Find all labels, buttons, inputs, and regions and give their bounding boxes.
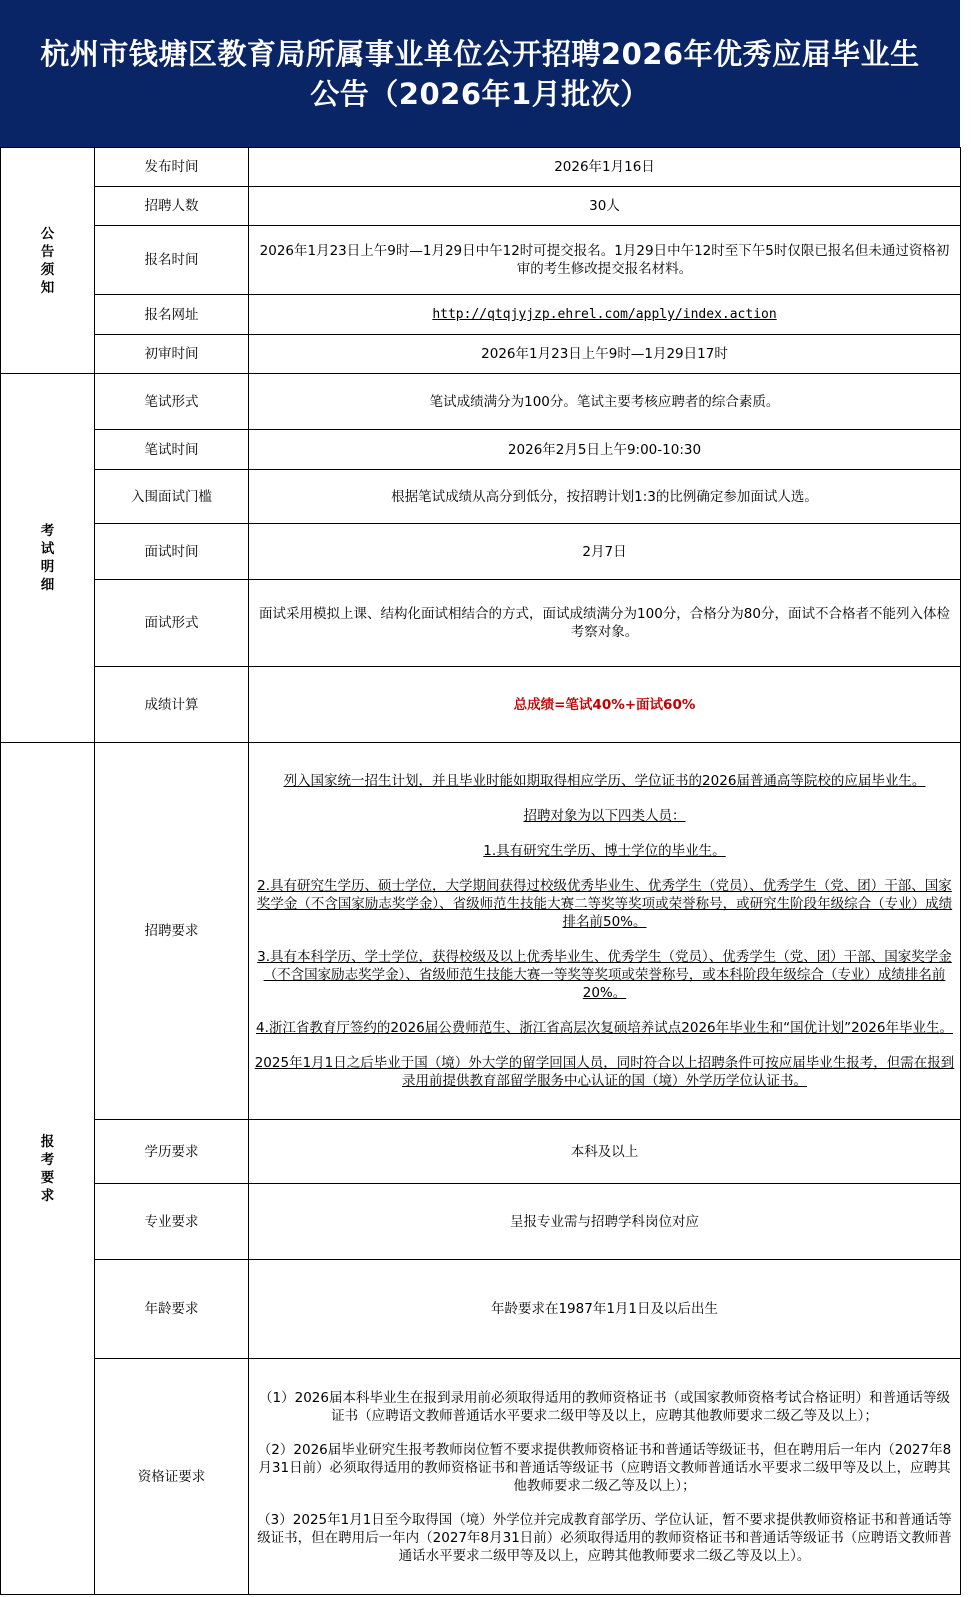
row-signup-url: [1, 295, 961, 335]
section-requirements-label: 报考要求: [1, 743, 95, 1595]
interview-time-value: 2月7日: [249, 524, 961, 580]
publish-time-value: 2026年1月16日: [249, 148, 961, 187]
age-value: 年龄要求在1987年1月1日及以后出生: [249, 1260, 961, 1359]
row-certificate: [1, 1359, 961, 1595]
row-recruit-count: [1, 187, 961, 226]
interview-form-label: 面试形式: [95, 580, 249, 667]
row-review-time: [1, 335, 961, 374]
row-interview-threshold: [1, 470, 961, 524]
interview-threshold-label: 入围面试门槛: [95, 470, 249, 524]
announcement-table: [0, 147, 961, 1595]
recruit-item: 2.具有研究生学历、硕士学位，大学期间获得过校级优秀毕业生、优秀学生（党员）、优秀学生（党、团）干部、国家奖学金（不含国家励志奖学金）、省级师范生技能大赛二等奖等奖项或荣誉称号，或研究生阶段年级综合（专业）成绩排名前50%。: [256, 878, 953, 930]
recruit-count-label: 招聘人数: [95, 187, 249, 226]
interview-threshold-value: 根据笔试成绩从高分到低分，按招聘计划1:3的比例确定参加面试人选。: [249, 470, 961, 524]
certificate-item: （2）2026届毕业研究生报考教师岗位暂不要求提供教师资格证书和普通话等级证书，但在聘用后一年内（2027年8月31日前）必须取得适用的教师资格证书和普通话等级证书（应聘语文教师普通话水平要求二级甲等及以上，应聘其他教师要求二级乙等及以上）；: [257, 1441, 952, 1494]
row-age: [1, 1260, 961, 1359]
recruit-item: 4.浙江省教育厅签约的2026届公费师范生、浙江省高层次复硕培养试点2026年毕业生和“国优计划”2026年毕业生。: [256, 1020, 953, 1036]
review-time-label: 初审时间: [95, 335, 249, 374]
row-publish-time: [1, 148, 961, 187]
title-line-2: 公告（2026年1月批次）: [310, 76, 650, 111]
title-banner: [0, 0, 960, 147]
written-time-value: 2026年2月5日上午9:00-10:30: [249, 430, 961, 470]
section-notice-label: 公告须知: [1, 148, 95, 374]
publish-time-label: 发布时间: [95, 148, 249, 187]
written-form-value: 笔试成绩满分为100分。笔试主要考核应聘者的综合素质。: [249, 374, 961, 430]
written-time-label: 笔试时间: [95, 430, 249, 470]
recruit-count-value: 30人: [249, 187, 961, 226]
row-education: [1, 1120, 961, 1184]
title-line-1: 杭州市钱塘区教育局所属事业单位公开招聘2026年优秀应届毕业生: [40, 36, 920, 71]
certificate-item: （3）2025年1月1日至今取得国（境）外学位并完成教育部学历、学位认证，暂不要求提供教师资格证书和普通话等级证书，但在聘用后一年内（2027年8月31日前）必须取得适用的教师资格证书和普通话等级证书（应聘语文教师普通话水平要求二级甲等及以上，应聘其他教师要求二级乙等及以上）。: [257, 1511, 952, 1564]
recruit-item: 招聘对象为以下四类人员：: [523, 808, 686, 824]
signup-time-value: 2026年1月23日上午9时—1月29日中午12时可提交报名。1月29日中午12时至下午5时仅限已报名但未通过资格初审的考生修改提交报名材料。: [249, 226, 961, 295]
row-signup-time: [1, 226, 961, 295]
section-exam-label: 考试明细: [1, 374, 95, 743]
recruit-item: 2025年1月1日之后毕业于国（境）外大学的留学回国人员，同时符合以上招聘条件可按应届毕业生报考，但需在报到录用前提供教育部留学服务中心认证的国（境）外学历学位认证书。: [254, 1055, 955, 1089]
certificate-item: （1）2026届本科毕业生在报到录用前必须取得适用的教师资格证书（或国家教师资格考试合格证明）和普通话等级证书（应聘语文教师普通话水平要求二级甲等及以上，应聘其他教师要求二级乙等及以上）；: [259, 1389, 950, 1424]
recruit-requirements-value: [249, 743, 961, 1120]
certificate-label: 资格证要求: [95, 1359, 249, 1595]
row-interview-form: [1, 580, 961, 667]
review-time-value: 2026年1月23日上午9时—1月29日17时: [249, 335, 961, 374]
signup-time-label: 报名时间: [95, 226, 249, 295]
interview-form-value: 面试采用模拟上课、结构化面试相结合的方式，面试成绩满分为100分，合格分为80分，面试不合格者不能列入体检考察对象。: [249, 580, 961, 667]
certificate-value: [249, 1359, 961, 1595]
education-label: 学历要求: [95, 1120, 249, 1184]
recruit-requirements-label: 招聘要求: [95, 743, 249, 1120]
recruit-item: 1.具有研究生学历、博士学位的毕业生。: [483, 843, 726, 859]
written-form-label: 笔试形式: [95, 374, 249, 430]
row-interview-time: [1, 524, 961, 580]
row-recruit-requirements: [1, 743, 961, 1120]
score-calc-cell: [249, 667, 961, 743]
recruit-item: 列入国家统一招生计划，并且毕业时能如期取得相应学历、学位证书的2026届普通高等院校的应届毕业生。: [283, 773, 926, 789]
row-major: [1, 1184, 961, 1260]
major-label: 专业要求: [95, 1184, 249, 1260]
major-value: 呈报专业需与招聘学科岗位对应: [249, 1184, 961, 1260]
row-written-time: [1, 430, 961, 470]
signup-url-link[interactable]: http://qtqjyjzp.ehrel.com/apply/index.action: [432, 307, 777, 322]
recruit-item: 3.具有本科学历、学士学位，获得校级及以上优秀毕业生、优秀学生（党员）、优秀学生（党、团）干部、国家奖学金（不含国家励志奖学金）、省级师范生技能大赛一等奖等奖项或荣誉称号，或本科阶段年级综合（专业）成绩排名前20%。: [257, 949, 952, 1001]
interview-time-label: 面试时间: [95, 524, 249, 580]
age-label: 年龄要求: [95, 1260, 249, 1359]
education-value: 本科及以上: [249, 1120, 961, 1184]
signup-url-label: 报名网址: [95, 295, 249, 335]
row-written-form: [1, 374, 961, 430]
signup-url-cell: [249, 295, 961, 335]
page-title: [40, 34, 919, 114]
row-score-calc: [1, 667, 961, 743]
score-formula: 总成绩=笔试40%+面试60%: [513, 696, 696, 713]
score-calc-label: 成绩计算: [95, 667, 249, 743]
